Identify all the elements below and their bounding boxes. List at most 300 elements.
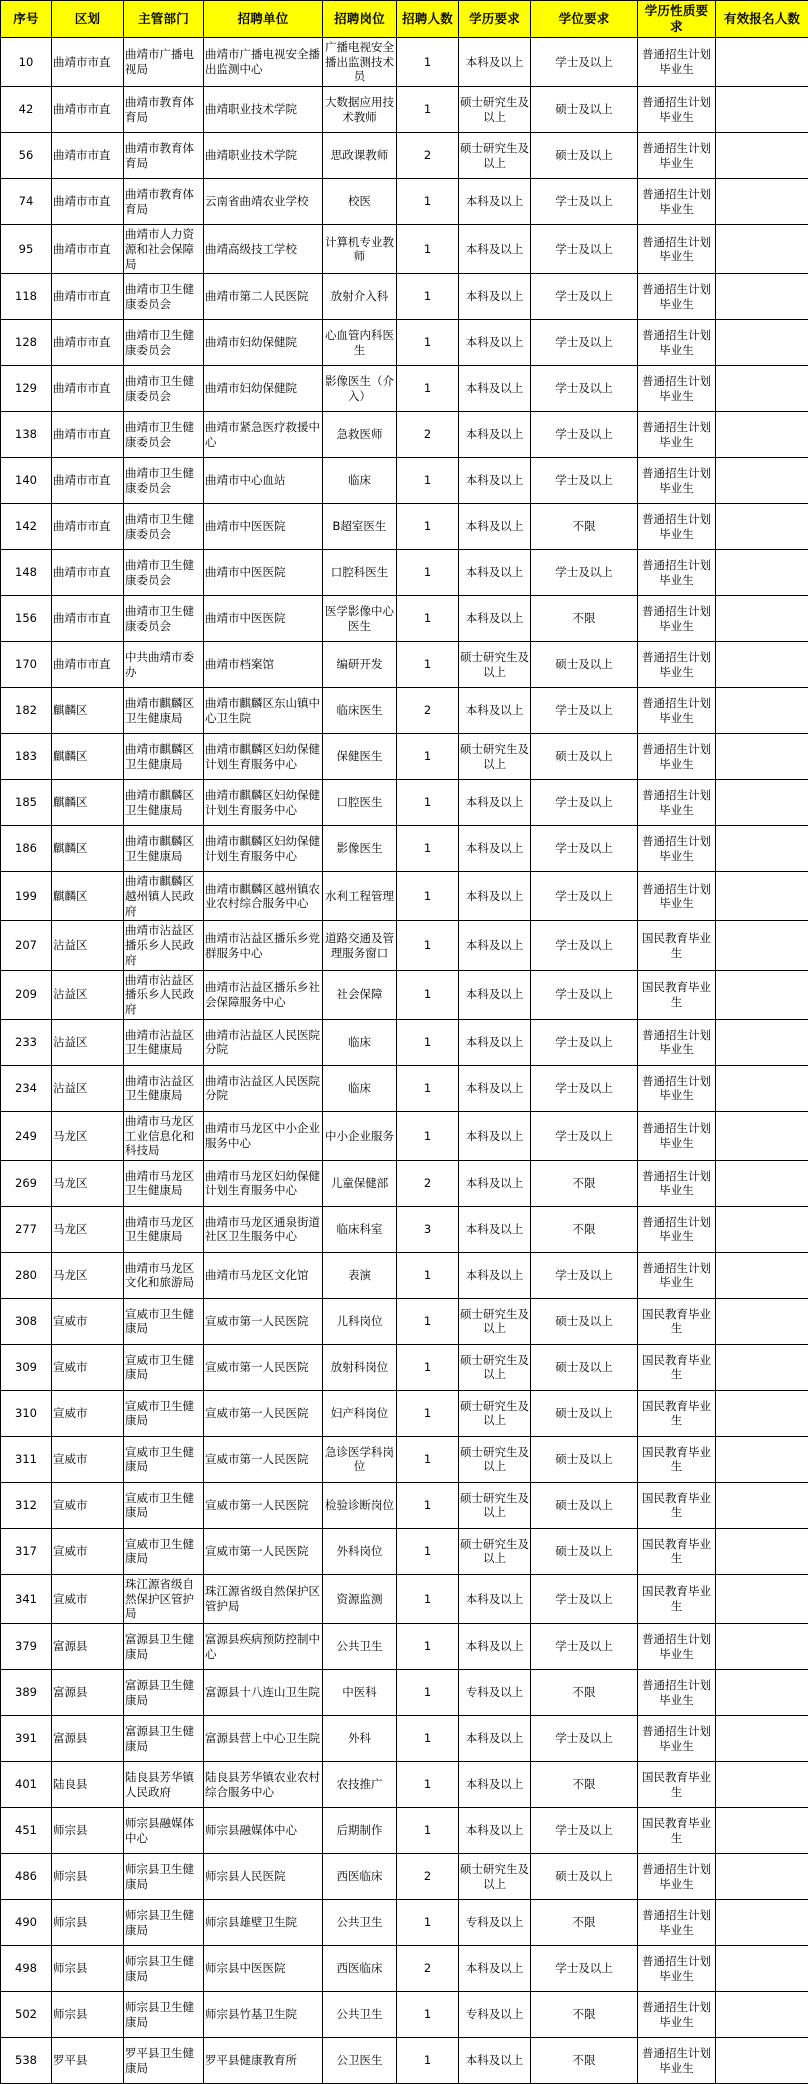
cell-education: 硕士研究生及以上 [459, 1298, 531, 1344]
cell-district: 曲靖市市直 [52, 504, 124, 550]
cell-dept: 宣威市卫生健康局 [124, 1482, 204, 1528]
table-row [1, 1716, 808, 1762]
cell-seq: 183 [1, 734, 52, 780]
cell-education: 本科及以上 [459, 1160, 531, 1206]
cell-degree: 学士及以上 [531, 921, 638, 970]
cell-unit: 曲靖市马龙区文化馆 [204, 1252, 323, 1298]
cell-degree: 学士及以上 [531, 38, 638, 87]
table-row [1, 826, 808, 872]
cell-district: 麒麟区 [52, 826, 124, 872]
cell-district: 曲靖市市直 [52, 366, 124, 412]
cell-education: 硕士研究生及以上 [459, 1528, 531, 1574]
cell-seq: 138 [1, 412, 52, 458]
cell-district: 宣威市 [52, 1482, 124, 1528]
cell-count: 2 [397, 412, 459, 458]
cell-signups [716, 504, 808, 550]
cell-dept: 师宗县卫生健康局 [124, 1946, 204, 1992]
cell-education: 本科及以上 [459, 1574, 531, 1623]
cell-signups [716, 642, 808, 688]
cell-nature: 国民教育毕业生 [638, 1808, 716, 1854]
cell-post: 外科岗位 [323, 1528, 397, 1574]
cell-unit: 曲靖市妇幼保健院 [204, 366, 323, 412]
cell-nature: 普通招生计划毕业生 [638, 1716, 716, 1762]
cell-seq: 199 [1, 872, 52, 921]
cell-dept: 师宗县卫生健康局 [124, 1992, 204, 2038]
cell-unit: 富源县疾病预防控制中心 [204, 1624, 323, 1670]
cell-dept: 宣威市卫生健康局 [124, 1344, 204, 1390]
table-row [1, 1528, 808, 1574]
cell-degree: 硕士及以上 [531, 133, 638, 179]
table-row [1, 412, 808, 458]
cell-unit: 曲靖市中医医院 [204, 550, 323, 596]
cell-education: 本科及以上 [459, 225, 531, 274]
cell-dept: 师宗县卫生健康局 [124, 1854, 204, 1900]
cell-post: 表演 [323, 1252, 397, 1298]
cell-post: 影像医生（介入） [323, 366, 397, 412]
cell-seq: 249 [1, 1111, 52, 1160]
cell-district: 宣威市 [52, 1344, 124, 1390]
cell-dept: 曲靖市广播电视局 [124, 38, 204, 87]
cell-degree: 硕士及以上 [531, 1390, 638, 1436]
cell-post: 校医 [323, 179, 397, 225]
cell-dept: 曲靖市沾益区卫生健康局 [124, 1019, 204, 1065]
cell-seq: 341 [1, 1574, 52, 1623]
table-row [1, 1624, 808, 1670]
cell-nature: 普通招生计划毕业生 [638, 320, 716, 366]
cell-district: 宣威市 [52, 1436, 124, 1482]
cell-count: 3 [397, 1206, 459, 1252]
cell-education: 本科及以上 [459, 1206, 531, 1252]
cell-dept: 曲靖市教育体育局 [124, 87, 204, 133]
cell-district: 马龙区 [52, 1111, 124, 1160]
cell-education: 本科及以上 [459, 1716, 531, 1762]
cell-dept: 曲靖市沾益区播乐乡人民政府 [124, 921, 204, 970]
cell-district: 罗平县 [52, 2038, 124, 2084]
cell-seq: 182 [1, 688, 52, 734]
cell-nature: 国民教育毕业生 [638, 970, 716, 1019]
cell-signups [716, 1160, 808, 1206]
cell-count: 1 [397, 38, 459, 87]
cell-degree: 不限 [531, 596, 638, 642]
cell-count: 1 [397, 225, 459, 274]
cell-education: 硕士研究生及以上 [459, 1436, 531, 1482]
cell-unit: 曲靖市广播电视安全播出监测中心 [204, 38, 323, 87]
cell-signups [716, 320, 808, 366]
cell-district: 宣威市 [52, 1298, 124, 1344]
cell-dept: 中共曲靖市委办 [124, 642, 204, 688]
cell-degree: 硕士及以上 [531, 642, 638, 688]
cell-signups [716, 872, 808, 921]
cell-degree: 学士及以上 [531, 1808, 638, 1854]
cell-seq: 317 [1, 1528, 52, 1574]
cell-seq: 10 [1, 38, 52, 87]
table-row [1, 225, 808, 274]
cell-education: 硕士研究生及以上 [459, 133, 531, 179]
cell-degree: 硕士及以上 [531, 1344, 638, 1390]
cell-degree: 学士及以上 [531, 320, 638, 366]
cell-nature: 普通招生计划毕业生 [638, 1160, 716, 1206]
cell-dept: 富源县卫生健康局 [124, 1716, 204, 1762]
cell-count: 1 [397, 872, 459, 921]
cell-signups [716, 87, 808, 133]
cell-post: 公共卫生 [323, 1624, 397, 1670]
cell-degree: 学士及以上 [531, 179, 638, 225]
cell-signups [716, 366, 808, 412]
cell-nature: 国民教育毕业生 [638, 1762, 716, 1808]
cell-seq: 391 [1, 1716, 52, 1762]
cell-district: 曲靖市市直 [52, 87, 124, 133]
cell-unit: 富源县十八连山卫生院 [204, 1670, 323, 1716]
cell-district: 沾益区 [52, 970, 124, 1019]
cell-degree: 硕士及以上 [531, 1854, 638, 1900]
cell-nature: 普通招生计划毕业生 [638, 596, 716, 642]
column-header-degree: 学位要求 [531, 1, 638, 38]
cell-signups [716, 1716, 808, 1762]
table-row [1, 1160, 808, 1206]
table-row [1, 1019, 808, 1065]
cell-count: 1 [397, 550, 459, 596]
cell-unit: 师宗县中医医院 [204, 1946, 323, 1992]
table-row [1, 1854, 808, 1900]
cell-signups [716, 688, 808, 734]
cell-count: 1 [397, 458, 459, 504]
cell-degree: 学士及以上 [531, 412, 638, 458]
cell-nature: 普通招生计划毕业生 [638, 780, 716, 826]
cell-education: 专科及以上 [459, 1992, 531, 2038]
cell-nature: 国民教育毕业生 [638, 1528, 716, 1574]
cell-seq: 128 [1, 320, 52, 366]
cell-education: 专科及以上 [459, 1900, 531, 1946]
cell-post: 放射科岗位 [323, 1344, 397, 1390]
cell-post: 临床医生 [323, 688, 397, 734]
cell-dept: 曲靖市马龙区文化和旅游局 [124, 1252, 204, 1298]
table-row [1, 2038, 808, 2084]
cell-unit: 曲靖职业技术学院 [204, 87, 323, 133]
cell-education: 硕士研究生及以上 [459, 1854, 531, 1900]
table-row [1, 1065, 808, 1111]
cell-dept: 曲靖市沾益区卫生健康局 [124, 1065, 204, 1111]
cell-nature: 国民教育毕业生 [638, 1482, 716, 1528]
cell-degree: 学士及以上 [531, 826, 638, 872]
cell-dept: 珠江源省级自然保护区管护局 [124, 1574, 204, 1623]
cell-seq: 502 [1, 1992, 52, 2038]
cell-count: 1 [397, 1762, 459, 1808]
cell-unit: 曲靖市紧急医疗救援中心 [204, 412, 323, 458]
cell-unit: 曲靖市妇幼保健院 [204, 320, 323, 366]
cell-education: 本科及以上 [459, 38, 531, 87]
cell-count: 1 [397, 734, 459, 780]
cell-count: 1 [397, 320, 459, 366]
cell-nature: 普通招生计划毕业生 [638, 225, 716, 274]
cell-unit: 富源县营上中心卫生院 [204, 1716, 323, 1762]
cell-district: 富源县 [52, 1716, 124, 1762]
cell-nature: 国民教育毕业生 [638, 1298, 716, 1344]
cell-count: 1 [397, 87, 459, 133]
cell-count: 1 [397, 2038, 459, 2084]
cell-signups [716, 1574, 808, 1623]
cell-count: 1 [397, 642, 459, 688]
cell-unit: 曲靖市马龙区妇幼保健计划生育服务中心 [204, 1160, 323, 1206]
cell-count: 1 [397, 1574, 459, 1623]
cell-seq: 234 [1, 1065, 52, 1111]
cell-unit: 曲靖市第二人民医院 [204, 274, 323, 320]
table-row [1, 1992, 808, 2038]
cell-post: 儿童保健部 [323, 1160, 397, 1206]
cell-nature: 普通招生计划毕业生 [638, 1946, 716, 1992]
cell-unit: 曲靖市中医医院 [204, 504, 323, 550]
cell-dept: 宣威市卫生健康局 [124, 1298, 204, 1344]
cell-count: 1 [397, 780, 459, 826]
table-row [1, 1900, 808, 1946]
cell-dept: 曲靖市麒麟区卫生健康局 [124, 780, 204, 826]
cell-dept: 曲靖市麒麟区越州镇人民政府 [124, 872, 204, 921]
cell-district: 曲靖市市直 [52, 274, 124, 320]
cell-count: 1 [397, 1716, 459, 1762]
table-row [1, 1111, 808, 1160]
cell-count: 2 [397, 688, 459, 734]
cell-post: 影像医生 [323, 826, 397, 872]
cell-degree: 硕士及以上 [531, 1436, 638, 1482]
cell-dept: 曲靖市卫生健康委员会 [124, 458, 204, 504]
cell-district: 曲靖市市直 [52, 133, 124, 179]
cell-seq: 42 [1, 87, 52, 133]
cell-count: 1 [397, 366, 459, 412]
table-row [1, 1344, 808, 1390]
cell-district: 沾益区 [52, 921, 124, 970]
cell-nature: 普通招生计划毕业生 [638, 642, 716, 688]
cell-dept: 曲靖市卫生健康委员会 [124, 366, 204, 412]
cell-district: 陆良县 [52, 1762, 124, 1808]
cell-post: 检验诊断岗位 [323, 1482, 397, 1528]
cell-education: 本科及以上 [459, 780, 531, 826]
cell-education: 本科及以上 [459, 320, 531, 366]
cell-nature: 普通招生计划毕业生 [638, 1111, 716, 1160]
cell-post: 口腔医生 [323, 780, 397, 826]
cell-count: 1 [397, 1808, 459, 1854]
cell-post: 大数据应用技术教师 [323, 87, 397, 133]
cell-nature: 普通招生计划毕业生 [638, 1019, 716, 1065]
cell-education: 硕士研究生及以上 [459, 1482, 531, 1528]
cell-seq: 309 [1, 1344, 52, 1390]
column-header-unit: 招聘单位 [204, 1, 323, 38]
cell-education: 硕士研究生及以上 [459, 87, 531, 133]
cell-post: 心血管内科医生 [323, 320, 397, 366]
cell-district: 马龙区 [52, 1160, 124, 1206]
cell-seq: 486 [1, 1854, 52, 1900]
cell-degree: 学士及以上 [531, 366, 638, 412]
cell-nature: 普通招生计划毕业生 [638, 1624, 716, 1670]
cell-seq: 95 [1, 225, 52, 274]
cell-unit: 曲靖市麒麟区东山镇中心卫生院 [204, 688, 323, 734]
cell-unit: 陆良县芳华镇农业农村综合服务中心 [204, 1762, 323, 1808]
cell-education: 本科及以上 [459, 1019, 531, 1065]
cell-degree: 学士及以上 [531, 970, 638, 1019]
cell-district: 曲靖市市直 [52, 642, 124, 688]
cell-count: 1 [397, 1019, 459, 1065]
cell-signups [716, 1900, 808, 1946]
cell-dept: 曲靖市沾益区播乐乡人民政府 [124, 970, 204, 1019]
column-header-signups: 有效报名人数 [716, 1, 808, 38]
table-row [1, 734, 808, 780]
cell-post: 公共卫生 [323, 1992, 397, 2038]
table-row [1, 1206, 808, 1252]
cell-signups [716, 1344, 808, 1390]
cell-seq: 401 [1, 1762, 52, 1808]
cell-post: 社会保障 [323, 970, 397, 1019]
cell-degree: 学士及以上 [531, 1574, 638, 1623]
cell-seq: 142 [1, 504, 52, 550]
cell-signups [716, 225, 808, 274]
cell-unit: 曲靖市马龙区通泉街道社区卫生服务中心 [204, 1206, 323, 1252]
cell-post: 水利工程管理 [323, 872, 397, 921]
cell-unit: 曲靖市麒麟区妇幼保健计划生育服务中心 [204, 826, 323, 872]
column-header-seq: 序号 [1, 1, 52, 38]
cell-post: 急诊医学科岗位 [323, 1436, 397, 1482]
cell-degree: 不限 [531, 1670, 638, 1716]
cell-post: 公共卫生 [323, 1900, 397, 1946]
cell-unit: 宣威市第一人民医院 [204, 1390, 323, 1436]
cell-seq: 280 [1, 1252, 52, 1298]
cell-degree: 学士及以上 [531, 688, 638, 734]
cell-signups [716, 1528, 808, 1574]
cell-unit: 曲靖市沾益区播乐乡党群服务中心 [204, 921, 323, 970]
cell-unit: 宣威市第一人民医院 [204, 1482, 323, 1528]
cell-dept: 曲靖市卫生健康委员会 [124, 550, 204, 596]
cell-count: 1 [397, 970, 459, 1019]
cell-degree: 硕士及以上 [531, 1298, 638, 1344]
cell-count: 1 [397, 596, 459, 642]
cell-seq: 209 [1, 970, 52, 1019]
cell-education: 本科及以上 [459, 872, 531, 921]
cell-nature: 普通招生计划毕业生 [638, 872, 716, 921]
cell-district: 师宗县 [52, 1992, 124, 2038]
cell-degree: 学士及以上 [531, 1111, 638, 1160]
cell-count: 1 [397, 274, 459, 320]
cell-signups [716, 1436, 808, 1482]
cell-unit: 曲靖市中医医院 [204, 596, 323, 642]
cell-unit: 宣威市第一人民医院 [204, 1436, 323, 1482]
cell-nature: 普通招生计划毕业生 [638, 550, 716, 596]
cell-dept: 曲靖市马龙区工业信息化和科技局 [124, 1111, 204, 1160]
cell-unit: 曲靖市麒麟区越州镇农业农村综合服务中心 [204, 872, 323, 921]
cell-nature: 普通招生计划毕业生 [638, 38, 716, 87]
cell-dept: 曲靖市教育体育局 [124, 179, 204, 225]
cell-dept: 曲靖市麒麟区卫生健康局 [124, 688, 204, 734]
cell-seq: 170 [1, 642, 52, 688]
cell-dept: 曲靖市卫生健康委员会 [124, 412, 204, 458]
cell-nature: 普通招生计划毕业生 [638, 1992, 716, 2038]
cell-seq: 277 [1, 1206, 52, 1252]
cell-count: 1 [397, 1252, 459, 1298]
cell-post: 西医临床 [323, 1946, 397, 1992]
cell-unit: 师宗县雄壁卫生院 [204, 1900, 323, 1946]
cell-district: 沾益区 [52, 1019, 124, 1065]
cell-signups [716, 1019, 808, 1065]
cell-seq: 310 [1, 1390, 52, 1436]
table-row [1, 458, 808, 504]
cell-dept: 宣威市卫生健康局 [124, 1528, 204, 1574]
cell-degree: 学士及以上 [531, 1065, 638, 1111]
cell-district: 曲靖市市直 [52, 412, 124, 458]
cell-post: 医学影像中心医生 [323, 596, 397, 642]
cell-dept: 曲靖市马龙区卫生健康局 [124, 1206, 204, 1252]
cell-education: 本科及以上 [459, 1252, 531, 1298]
cell-district: 麒麟区 [52, 780, 124, 826]
cell-education: 本科及以上 [459, 1946, 531, 1992]
cell-count: 1 [397, 504, 459, 550]
cell-degree: 学士及以上 [531, 872, 638, 921]
cell-education: 本科及以上 [459, 366, 531, 412]
cell-district: 曲靖市市直 [52, 225, 124, 274]
cell-nature: 国民教育毕业生 [638, 1344, 716, 1390]
cell-degree: 硕士及以上 [531, 1482, 638, 1528]
cell-district: 师宗县 [52, 1946, 124, 1992]
table-row [1, 1574, 808, 1623]
cell-unit: 曲靖高级技工学校 [204, 225, 323, 274]
table-row [1, 320, 808, 366]
cell-degree: 学士及以上 [531, 1252, 638, 1298]
cell-post: 保健医生 [323, 734, 397, 780]
table-row [1, 366, 808, 412]
cell-signups [716, 133, 808, 179]
cell-nature: 普通招生计划毕业生 [638, 87, 716, 133]
cell-signups [716, 1206, 808, 1252]
cell-signups [716, 1252, 808, 1298]
cell-nature: 普通招生计划毕业生 [638, 1065, 716, 1111]
cell-post: 外科 [323, 1716, 397, 1762]
cell-post: 妇产科岗位 [323, 1390, 397, 1436]
cell-district: 曲靖市市直 [52, 320, 124, 366]
cell-post: 儿科岗位 [323, 1298, 397, 1344]
cell-count: 1 [397, 1436, 459, 1482]
cell-district: 师宗县 [52, 1808, 124, 1854]
cell-post: 广播电视安全播出监测技术员 [323, 38, 397, 87]
cell-dept: 曲靖市马龙区卫生健康局 [124, 1160, 204, 1206]
cell-unit: 师宗县竹基卫生院 [204, 1992, 323, 2038]
cell-signups [716, 2038, 808, 2084]
cell-count: 1 [397, 1992, 459, 2038]
cell-dept: 罗平县卫生健康局 [124, 2038, 204, 2084]
cell-unit: 罗平县健康教育所 [204, 2038, 323, 2084]
cell-education: 本科及以上 [459, 1111, 531, 1160]
cell-count: 1 [397, 826, 459, 872]
cell-unit: 曲靖市麒麟区妇幼保健计划生育服务中心 [204, 734, 323, 780]
cell-post: 临床 [323, 458, 397, 504]
cell-nature: 普通招生计划毕业生 [638, 412, 716, 458]
cell-dept: 富源县卫生健康局 [124, 1624, 204, 1670]
cell-count: 1 [397, 1528, 459, 1574]
column-header-dept: 主管部门 [124, 1, 204, 38]
table-row [1, 550, 808, 596]
cell-education: 本科及以上 [459, 2038, 531, 2084]
cell-signups [716, 826, 808, 872]
cell-seq: 379 [1, 1624, 52, 1670]
cell-degree: 不限 [531, 1206, 638, 1252]
cell-nature: 普通招生计划毕业生 [638, 826, 716, 872]
column-header-count: 招聘人数 [397, 1, 459, 38]
cell-seq: 56 [1, 133, 52, 179]
cell-district: 宣威市 [52, 1528, 124, 1574]
cell-count: 1 [397, 1900, 459, 1946]
cell-post: B超室医生 [323, 504, 397, 550]
cell-nature: 普通招生计划毕业生 [638, 504, 716, 550]
cell-education: 本科及以上 [459, 1762, 531, 1808]
cell-degree: 硕士及以上 [531, 1528, 638, 1574]
cell-dept: 曲靖市麒麟区卫生健康局 [124, 826, 204, 872]
cell-post: 编研开发 [323, 642, 397, 688]
cell-nature: 国民教育毕业生 [638, 1390, 716, 1436]
table-row [1, 133, 808, 179]
